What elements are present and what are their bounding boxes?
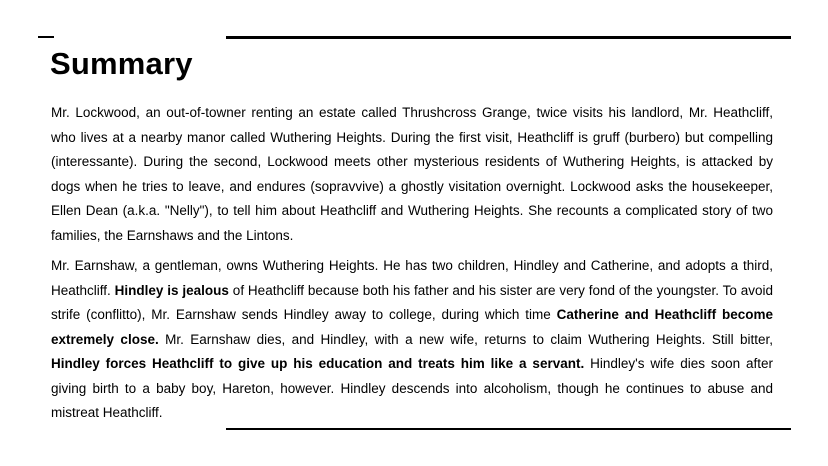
page-title: Summary [50,46,193,81]
title-accent-dash [38,36,54,38]
top-divider-line [226,36,791,39]
emphasis-text: Catherine and Heathcliff become extremely close. [51,307,773,347]
bottom-divider-line [226,428,791,430]
emphasis-text: Hindley is jealous [114,282,229,298]
paragraph-text: of Heathcliff because both his father and his sister are very fond of the youngster. To avoid strife (conflitto), Mr. Earnshaw sends Hindley away to college, during which time [51,282,773,322]
paragraph-2 [51,254,773,426]
summary-body [51,101,773,426]
paragraph-1 [51,101,773,248]
paragraph-text: Hindley's wife dies soon after giving birth to a baby boy, Hareton, however. Hindley descends into alcoholism, though he continues to abuse and mistreat Heathcliff. [51,356,773,420]
paragraph-text: Mr. Earnshaw, a gentleman, owns Wuthering Heights. He has two children, Hindley and Catherine, and adopts a third, Heathcliff. [51,258,773,298]
paragraph-text: Mr. Lockwood, an out-of-towner renting an estate called Thrushcross Grange, twice visits his landlord, Mr. Heathcliff, who lives at a nearby manor called Wuthering Heights. During the first visit, Heathcliff is gruff (burbero) but compelling (interessante). During the second, Lockwood meets other mysterious residents of Wuthering Heights, is attacked by dogs when he tries to leave, and endures (sopravvive) a ghostly visitation overnight. Lockwood asks the housekeeper, Ellen Dean (a.k.a. "Nelly"), to tell him about Heathcliff and Wuthering Heights. She recounts a complicated story of two families, the Earnshaws and the Lintons. [51,105,773,243]
emphasis-text: Hindley forces Heathcliff to give up his education and treats him like a servant. [51,356,585,371]
paragraph-text: Mr. Earnshaw dies, and Hindley, with a new wife, returns to claim Wuthering Heights. Still bitter, [158,331,773,347]
